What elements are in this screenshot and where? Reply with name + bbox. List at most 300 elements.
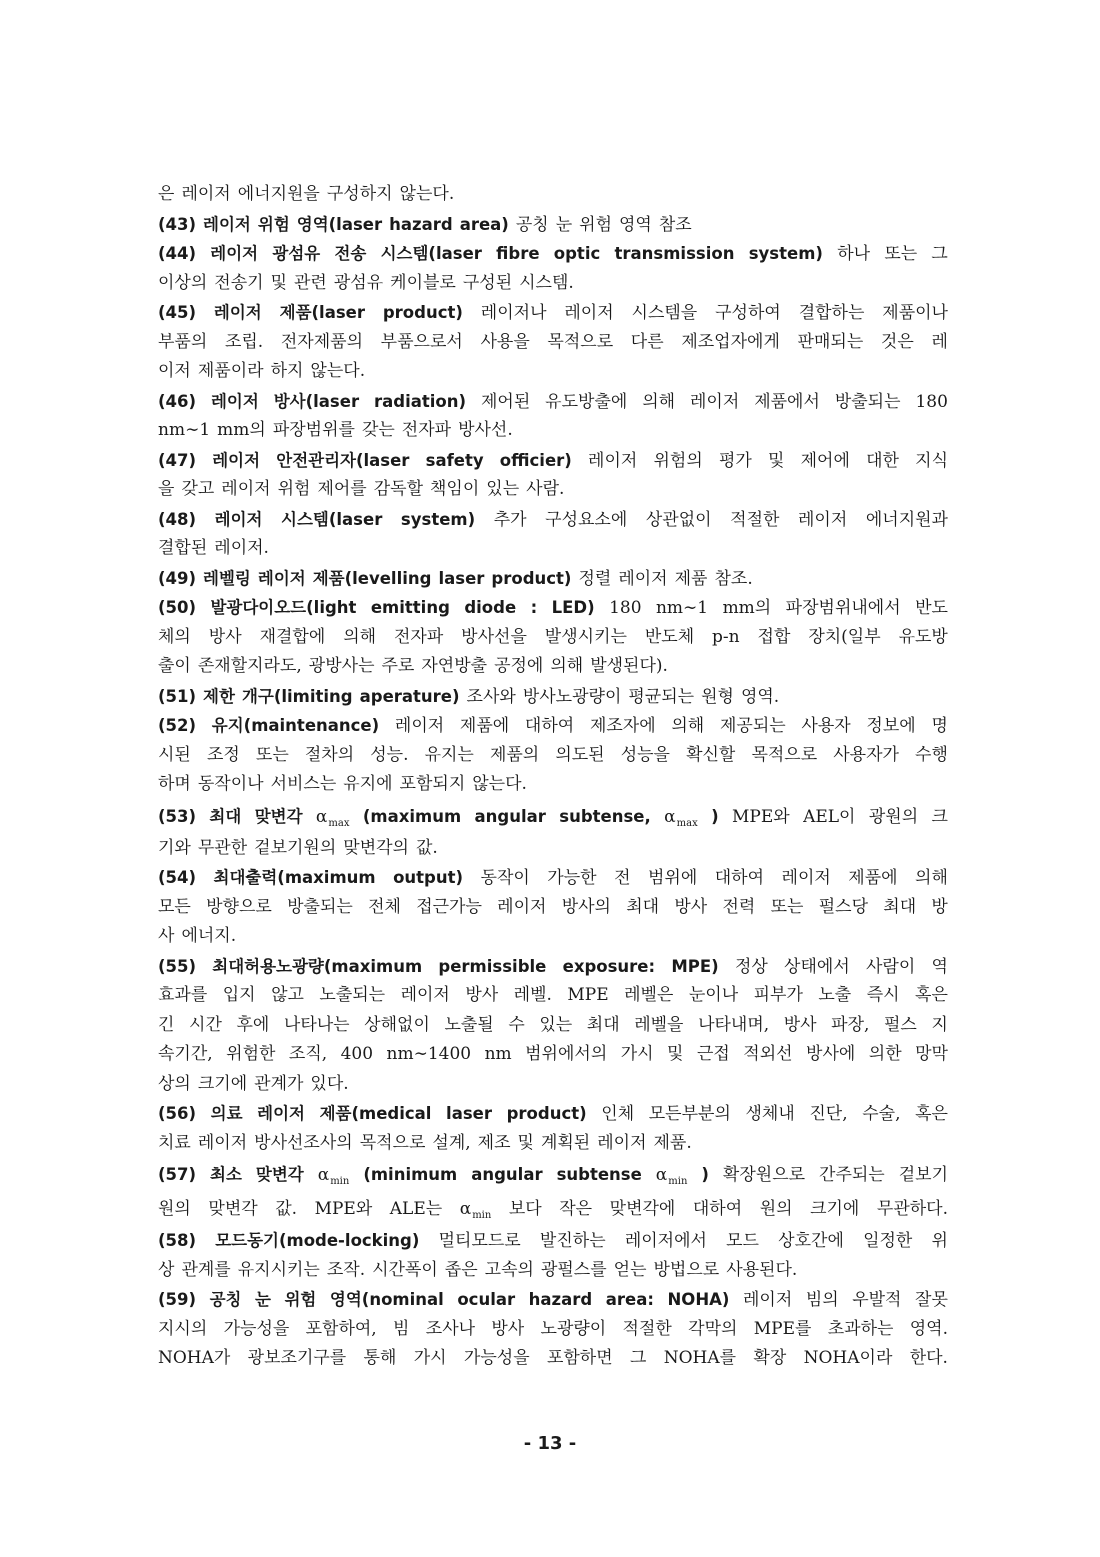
term: 모드동기(mode-locking) (215, 1231, 420, 1250)
term: 레벨링 (203, 568, 251, 588)
term: : (530, 598, 538, 617)
word: 크기에 (810, 1199, 860, 1219)
term: 맞변각 (255, 1165, 304, 1184)
word: 접근가능 (416, 896, 482, 917)
word: 방사에 (806, 1044, 856, 1064)
word: 조정 (206, 744, 240, 765)
word: 한다. (909, 1348, 948, 1368)
term-number: (53) (158, 806, 197, 826)
word: 관계가 (254, 1073, 304, 1094)
word: 유도방출에 (545, 391, 628, 412)
word: 참조. (714, 568, 753, 589)
text-line (158, 1011, 948, 1041)
term: 레이저 (213, 303, 262, 322)
term: product) (506, 1104, 587, 1123)
word: 수술, (862, 1104, 901, 1124)
term: area: (605, 1290, 654, 1309)
word: nm∼1400 (386, 1044, 472, 1064)
word: 또는 (770, 896, 804, 917)
text-line (158, 1256, 948, 1286)
subscript-min: min (472, 1210, 492, 1221)
word: 구성된 (462, 272, 513, 293)
word: 레이저 (690, 391, 740, 412)
word: 가시 (620, 1044, 654, 1064)
word: 사용을 (480, 331, 530, 352)
text-line (158, 180, 948, 210)
term: 레이저 (257, 568, 306, 588)
term: 레이저 (210, 244, 259, 263)
term: 시스템(laser (380, 244, 482, 263)
word: 눈 (555, 214, 573, 235)
word: 겉보기원의 (254, 837, 337, 858)
word: 상호간에 (778, 1231, 844, 1251)
word: 부품으로서 (380, 331, 463, 352)
word: 간주되는 (819, 1165, 885, 1185)
text-line (158, 1070, 948, 1100)
word: 입지 (222, 985, 256, 1005)
word: 제품에 (848, 868, 898, 888)
word: 모든부분의 (648, 1104, 731, 1124)
word: mm의 (722, 598, 772, 618)
definition-43 (158, 210, 948, 240)
definition-55 (158, 952, 948, 982)
word: 전력 (722, 896, 756, 917)
word: 무관하다. (876, 1199, 948, 1219)
word: 무관한 (197, 837, 248, 858)
word: 및 (517, 1132, 534, 1153)
term: (minimum (363, 1165, 458, 1184)
word: 멀티모드로 (438, 1231, 521, 1251)
word: 노출될 (444, 1014, 494, 1035)
term: 광섬유 (272, 244, 321, 263)
word: 180 (609, 598, 642, 618)
term: 영역(nominal (329, 1290, 444, 1309)
subscript-max: max (676, 817, 698, 829)
term: 시스템(laser (281, 509, 383, 529)
word: 을 (158, 479, 175, 499)
word: 대하여 (524, 716, 575, 736)
term: safety (425, 450, 484, 470)
word: 정렬 (578, 568, 612, 589)
text-line (158, 922, 948, 952)
subscript-min: min (668, 1176, 688, 1187)
word: 사 (158, 926, 175, 946)
word: 방사의 (561, 896, 611, 917)
word: 파장범위내에서 (785, 598, 901, 618)
word: 그 (629, 1348, 647, 1368)
word: NOHA이라 (803, 1348, 893, 1368)
word: 동작이 (480, 868, 530, 888)
word: 의해 (550, 656, 584, 676)
text-line (158, 893, 948, 923)
word: 것은 (880, 331, 914, 352)
word: 펄스 (884, 1014, 917, 1035)
word: 자연방출 (421, 656, 488, 676)
term: 눈 (255, 1290, 271, 1309)
word: 제공되는 (719, 716, 786, 736)
word: 레이저 (400, 985, 450, 1005)
word: 방사 (491, 1318, 525, 1339)
word: 얻는 (613, 1259, 647, 1280)
term: 전송 (334, 244, 367, 263)
word: 유지에 (343, 774, 393, 794)
alpha-max-symbol (316, 800, 350, 834)
word: 원형 (701, 686, 734, 707)
word: 목적으로 (547, 331, 614, 352)
word: 케이블로 (390, 272, 456, 293)
word: 목적으로 (359, 1132, 426, 1153)
text-line (158, 328, 948, 358)
term: product) (491, 568, 572, 588)
word: 제품 (674, 568, 708, 589)
text-line (158, 652, 948, 682)
word: 크기에 (197, 1073, 248, 1094)
term: 최대 (209, 806, 242, 826)
word: 레이저에서 (624, 1231, 707, 1251)
word: 반도 (915, 598, 948, 618)
word: 사람이 (866, 956, 916, 977)
word: 레이저 (798, 509, 848, 530)
word: 사람. (526, 479, 565, 499)
word: 않는다. (472, 774, 527, 794)
word: 보다 (508, 1199, 542, 1219)
word: 시스템. (519, 272, 574, 293)
alpha-symbol: α (317, 1165, 330, 1185)
word: 후에 (236, 1014, 270, 1035)
word: 그 (931, 244, 948, 264)
word: 서비스는 (270, 774, 337, 794)
word: 레이저. (214, 538, 269, 558)
text-line (158, 1129, 948, 1159)
term: optic (553, 244, 601, 263)
term: diode (464, 598, 517, 617)
word: MPE (567, 985, 609, 1005)
word: 확장원으로 (722, 1165, 806, 1185)
word: 제품의 (489, 744, 540, 765)
term: 제품(levelling (312, 568, 432, 588)
alpha-symbol: α (664, 806, 676, 827)
term-number: (55) (158, 956, 197, 976)
word: 피부가 (753, 985, 803, 1005)
word: 레이저 (564, 303, 614, 323)
word: 값. (415, 837, 438, 858)
word: 방출되는 (287, 896, 353, 917)
word: MPE를 (753, 1318, 812, 1339)
word: 대한 (866, 450, 899, 471)
subscript-min: min (330, 1176, 350, 1187)
word: 않는다. (399, 184, 455, 204)
term: system) (748, 244, 823, 263)
word: 혹은 (915, 1104, 948, 1124)
word: 갖고 (181, 479, 215, 499)
word: 위험 (579, 214, 612, 235)
word: 치료 (158, 1132, 191, 1153)
definition-47 (158, 446, 948, 476)
word: 구성요소에 (545, 509, 628, 530)
term-number: (59) (158, 1290, 197, 1309)
text-line (158, 981, 948, 1011)
term: 영역(laser (296, 214, 383, 234)
definition-46 (158, 387, 948, 417)
word: 확신할 (686, 744, 736, 765)
word: 겉보기 (898, 1165, 948, 1185)
text-line (158, 1040, 948, 1070)
alpha-min-symbol (460, 1192, 492, 1226)
word: 출이 (158, 656, 191, 676)
word: 맞변각의 (343, 837, 409, 858)
word: 방사선. (458, 420, 513, 440)
word: 모든 (158, 896, 191, 917)
word: 적절한 (730, 509, 780, 530)
word: 제품에서 (754, 391, 820, 412)
definition-53 (158, 800, 948, 834)
term-number: (49) (158, 568, 197, 588)
word: 가능성을 (463, 1348, 530, 1368)
word: 레벨. (513, 985, 552, 1005)
term-number: (45) (158, 303, 197, 322)
definition-58 (158, 1226, 948, 1256)
definition-44 (158, 239, 948, 269)
word: 방법으로 (653, 1259, 720, 1280)
term: 위험 (284, 1290, 317, 1309)
term: product) (382, 303, 463, 322)
word: 의해 (343, 626, 377, 647)
word: 범위에 (647, 868, 698, 888)
word: 최대 (883, 896, 917, 917)
alpha-symbol: α (655, 1165, 668, 1185)
word: 조작. (326, 1259, 366, 1280)
word: 방사 (465, 985, 499, 1005)
text-line (158, 475, 948, 505)
word: AEL이 (803, 806, 856, 827)
word: 180 (915, 391, 948, 412)
word: 영역. (740, 686, 780, 707)
word: 절차의 (304, 744, 355, 765)
term: ) (711, 806, 719, 826)
word: 광보조기구를 (247, 1348, 347, 1368)
word: 좁은 (444, 1259, 478, 1280)
page-number: - 13 - (523, 1433, 577, 1454)
word: 사용된다. (726, 1259, 798, 1280)
word: 발생시키는 (544, 626, 627, 647)
definition-57 (158, 1158, 948, 1192)
term: 개구(limiting (241, 686, 353, 706)
term-number: (57) (158, 1165, 197, 1184)
word: 전 (614, 868, 631, 888)
word: 의해 (642, 391, 676, 412)
word: 전송기 (214, 272, 264, 293)
word: 대하여 (714, 868, 765, 888)
word: 제품. (653, 1132, 692, 1153)
word: nm∼1 (158, 420, 211, 440)
word: 평가 (718, 450, 752, 471)
word: 않는다. (310, 361, 366, 381)
word: 파장, (831, 1014, 870, 1035)
word: 노출 (818, 985, 852, 1005)
word: 않고 (271, 985, 304, 1005)
word: 상태에서 (784, 956, 850, 977)
word: 위 (931, 1231, 948, 1251)
word: 시스템을 (631, 303, 698, 323)
word: 펄스당 (818, 896, 869, 917)
word: 방출되는 (834, 391, 901, 412)
word: 레이저 (394, 716, 445, 736)
word: 지시의 (158, 1318, 208, 1339)
word: 초과하는 (827, 1318, 894, 1339)
word: 결합된 (158, 538, 208, 558)
term-number: (58) (158, 1231, 197, 1250)
term: subtense (556, 1165, 642, 1184)
term: 레이저 (203, 214, 251, 234)
term-number: (47) (158, 450, 197, 470)
word: 조립. (224, 331, 264, 352)
term: 제한 (203, 686, 235, 706)
word: 장치(일부 (808, 626, 881, 647)
word: 평균되는 (628, 686, 695, 707)
word: 통해 (363, 1348, 397, 1368)
word: 유도방 (898, 626, 948, 647)
word: 상의 (158, 1073, 191, 1094)
word: 및 (667, 1044, 684, 1064)
word: 수 (508, 1014, 525, 1035)
word: 제품이라 (197, 361, 264, 381)
word: NOHA가 (158, 1348, 231, 1368)
term-number: (54) (158, 868, 197, 887)
term: output) (393, 868, 464, 887)
word: 조사와 (466, 686, 516, 707)
word: 방사 (208, 626, 242, 647)
word: 공칭 (515, 214, 549, 235)
word: 방향으로 (206, 896, 272, 917)
word: 에너지원을 (237, 184, 320, 204)
word: 나타나는 (283, 1014, 350, 1035)
word: 제어를 (317, 479, 367, 499)
word: 위험 (277, 479, 311, 499)
word: 책임이 (430, 479, 480, 499)
word: 눈이나 (688, 985, 739, 1005)
alpha-max-symbol (664, 800, 698, 834)
term: 발광다이오드(light (210, 598, 357, 617)
word: 다른 (630, 331, 664, 352)
term: area) (459, 214, 509, 234)
word: 공정에 (494, 656, 544, 676)
word: 레이저 (221, 479, 271, 499)
word: 레이저나 (480, 303, 547, 323)
term-number: (56) (158, 1104, 197, 1123)
word: 최대 (626, 896, 660, 917)
word: 유지시키는 (237, 1259, 320, 1280)
word: 조직, (288, 1044, 328, 1064)
word: 있다. (310, 1073, 349, 1094)
term: 제품(laser (279, 303, 365, 322)
term-number: (43) (158, 214, 197, 234)
word: 위험한 (226, 1044, 276, 1064)
word: 관련 (294, 272, 327, 293)
word: 제조자에 (589, 716, 656, 736)
definition-49 (158, 564, 948, 594)
word: 기와 (158, 837, 191, 858)
term: radiation) (374, 391, 467, 411)
word: 접합 (757, 626, 791, 647)
word: 시된 (158, 744, 191, 765)
subscript-max: max (328, 817, 350, 829)
word: 목적으로 (751, 744, 818, 765)
word: 존재할지라도, (197, 656, 302, 676)
word: 레벨은 (624, 985, 674, 1005)
word: 은 (158, 184, 175, 204)
term: 최대출력(maximum (213, 868, 376, 887)
word: 유지는 (424, 744, 474, 765)
word: 발생된다). (590, 656, 668, 676)
word: 긴 (158, 1014, 175, 1035)
term: 위험 (257, 214, 290, 234)
text-line (158, 623, 948, 653)
word: MPE와 (314, 1199, 373, 1219)
word: 성능. (370, 744, 409, 765)
term: exposure: (562, 956, 656, 976)
word: 상관없이 (645, 509, 712, 530)
alpha-min-symbol (318, 1158, 350, 1192)
term: hazard (389, 214, 453, 234)
word: 시간폭이 (372, 1259, 438, 1280)
term: NOHA) (667, 1290, 730, 1309)
word: 레이저 (781, 868, 831, 888)
word: 지식 (915, 450, 948, 471)
term: LED) (551, 598, 595, 617)
term: hazard (528, 1290, 593, 1309)
word: 제조업자에게 (681, 331, 780, 352)
definition-45 (158, 298, 948, 328)
term: system) (400, 509, 476, 529)
text-line (158, 534, 948, 564)
definition-59 (158, 1285, 948, 1315)
word: 갖는 (361, 420, 395, 440)
word: 조사나 (425, 1318, 476, 1339)
word: 레이저 (497, 896, 547, 917)
term: (maximum (362, 806, 462, 826)
term: 공칭 (209, 1290, 242, 1309)
word: 계획된 (540, 1132, 591, 1153)
alpha-symbol: α (315, 806, 328, 827)
word: 또는 (884, 244, 918, 264)
word: 상 (158, 1259, 175, 1280)
word: 의해 (671, 716, 705, 736)
word: 판매되는 (797, 331, 864, 352)
word: 각막의 (688, 1318, 738, 1339)
word: 전자제품의 (280, 331, 363, 352)
word: 생체내 (745, 1104, 795, 1124)
alpha-symbol: α (459, 1199, 472, 1219)
word: 추가 (493, 509, 527, 530)
word: 레이저 (618, 568, 668, 589)
word: 레벨을 (634, 1014, 684, 1035)
word: 확장 (753, 1348, 787, 1368)
word: 에너지원과 (865, 509, 948, 530)
term: ocular (457, 1290, 516, 1309)
word: 최대 (586, 1014, 620, 1035)
text-line (158, 770, 948, 800)
word: 동작이나 (197, 774, 264, 794)
definition-48 (158, 505, 948, 535)
term: 레이저 (212, 450, 261, 470)
word: 방사 (783, 1014, 817, 1035)
word: 포함되지 (399, 774, 466, 794)
word: 정상 (734, 956, 768, 977)
word: 빔 (393, 1318, 410, 1339)
word: 방사선조사의 (254, 1132, 353, 1153)
word: 광섬유 (333, 272, 384, 293)
word: 대하여 (692, 1199, 743, 1219)
